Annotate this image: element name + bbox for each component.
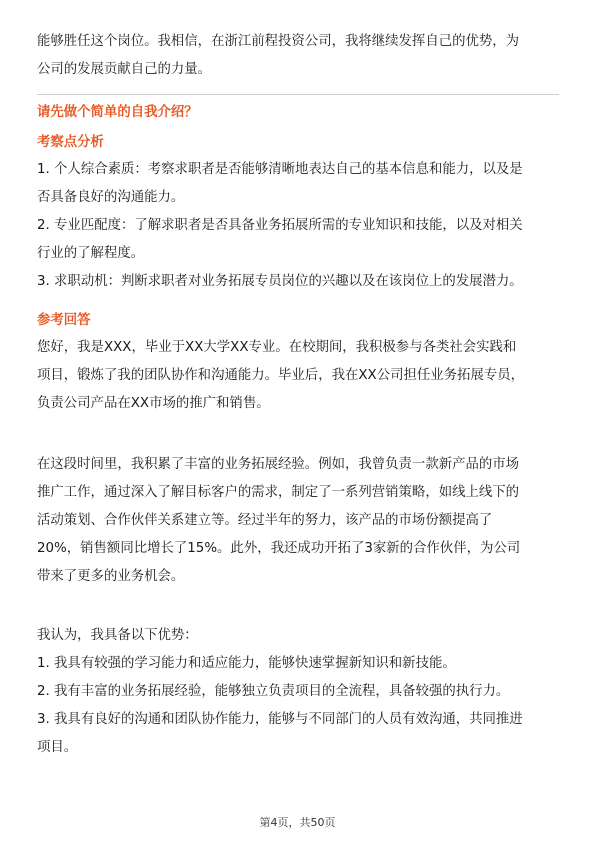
strength-item-2: 2. 我有丰富的业务拓展经验，能够独立负责项目的全流程，具备较强的执行力。 [37,684,510,699]
analysis-item-3-line: 3. 求职动机：判断求职者对业务拓展专员岗位的兴趣以及在该岗位上的发展潜力。 [37,274,523,289]
analysis-heading: 考察点分析 [37,135,104,150]
analysis-list [37,156,562,296]
answer-line: 负责公司产品在XX市场的推广和销售。 [37,396,270,411]
answer-heading: 参考回答 [37,313,91,328]
intro-paragraph [37,28,562,84]
analysis-item-1-line: 否具备良好的沟通能力。 [37,190,185,205]
intro-line: 公司的发展贡献自己的力量。 [37,62,212,77]
analysis-item-2-line: 行业的了解程度。 [37,246,145,261]
strengths-intro: 我认为，我具备以下优势： [37,628,198,643]
answer-line: 推广工作，通过深入了解目标客户的需求，制定了一系列营销策略，如线上线下的 [37,485,520,500]
strength-item-3-cont: 项目。 [37,740,78,755]
intro-line: 能够胜任这个岗位。我相信，在浙江前程投资公司，我将继续发挥自己的优势，为 [37,34,520,49]
answer-line: 项目，锻炼了我的团队协作和沟通能力。毕业后，我在XX公司担任业务拓展专员， [37,368,525,383]
strength-item-1: 1. 我具有较强的学习能力和适应能力，能够快速掌握新知识和新技能。 [37,656,456,671]
answer-line: 20%，销售额同比增长了15%。此外，我还成功开拓了3家新的合作伙伴，为公司 [37,541,521,556]
answer-paragraph-1 [37,334,562,418]
strengths-section [37,622,562,762]
answer-paragraph-2 [37,451,562,591]
section-divider [37,94,559,95]
strength-item-3: 3. 我具有良好的沟通和团队协作能力，能够与不同部门的人员有效沟通，共同推进 [37,712,523,727]
analysis-item-1-line: 1. 个人综合素质：考察求职者是否能够清晰地表达自己的基本信息和能力，以及是 [37,162,523,177]
answer-line: 在这段时间里，我积累了丰富的业务拓展经验。例如，我曾负责一款新产品的市场 [37,457,520,472]
page-footer: 第4页，共50页 [259,816,336,829]
analysis-item-2-line: 2. 专业匹配度：了解求职者是否具备业务拓展所需的专业知识和技能，以及对相关 [37,218,523,233]
question-title: 请先做个简单的自我介绍？ [37,105,198,120]
answer-line: 活动策划、合作伙伴关系建立等。经过半年的努力，该产品的市场份额提高了 [37,513,493,528]
answer-line: 您好，我是XXX，毕业于XX大学XX专业。在校期间，我积极参与各类社会实践和 [37,340,517,355]
answer-line: 带来了更多的业务机会。 [37,569,185,584]
